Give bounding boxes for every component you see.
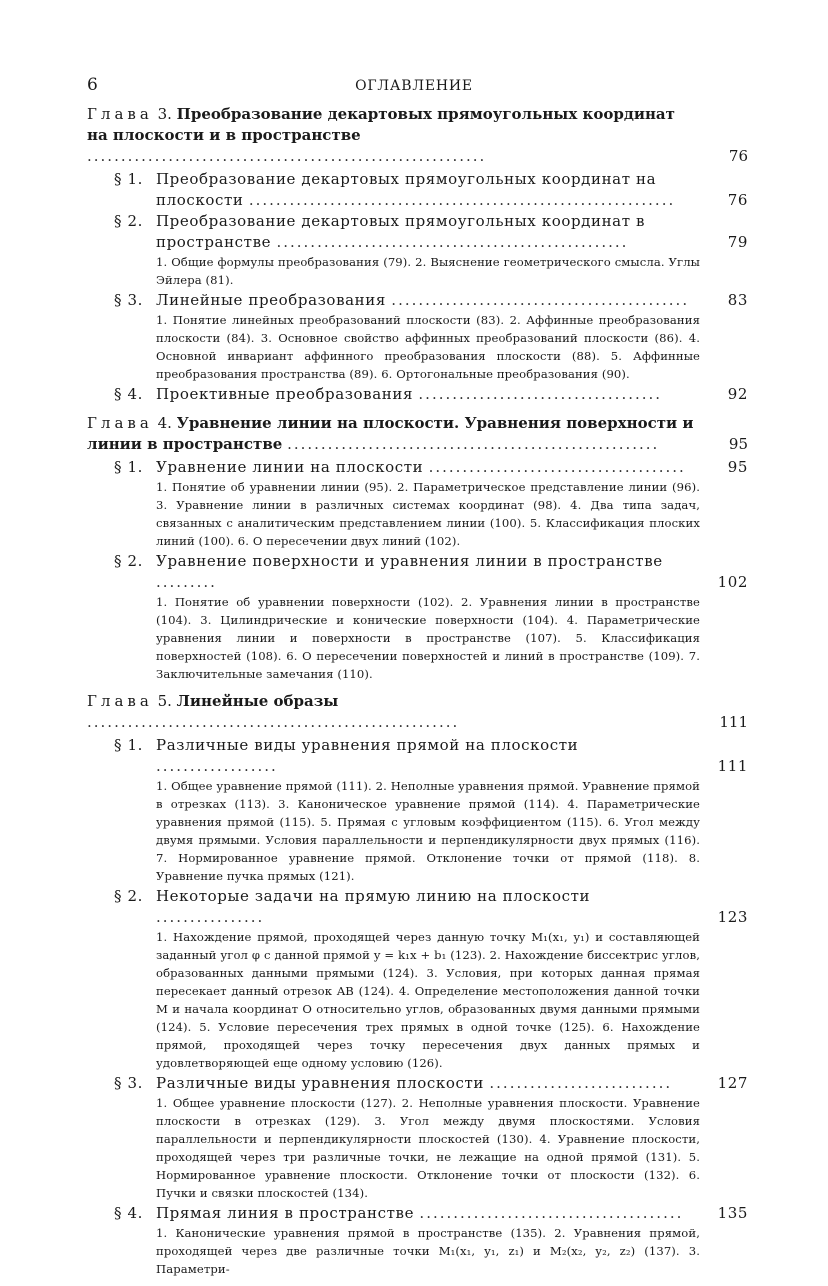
section-entry [114, 1073, 748, 1202]
section-heading[interactable] [114, 886, 748, 928]
leader-dots: ......... [156, 573, 217, 591]
section-title: Различные виды уравнения прямой на плоскости [156, 736, 579, 754]
section-entry [114, 886, 748, 1072]
section-mark: § 1. [114, 170, 143, 188]
chapter-number: 3. [157, 105, 172, 123]
chapter-page: 95 [723, 434, 748, 455]
chapter-3 [87, 104, 748, 405]
chapter-page: 111 [713, 712, 748, 733]
chapter-title: Преобразование декартовых прямоугольных координат на плоскости и в пространстве [87, 105, 675, 144]
section-page: 76 [722, 190, 748, 211]
section-title: Уравнение поверхности и уравнения линии в пространстве [156, 552, 663, 570]
section-entry [114, 169, 748, 211]
section-subtopics: 1. Нахождение прямой, проходящей через данную точку M₁(x₁, y₁) и составляющей заданный угол φ с данной прямой y = k₁x + b₁ (123). 2. Нахождение биссектрис углов, образованных данными прямыми (124). 3. Условия, при которых данная прямая пересекает данный отрезок AB (124). 4. Определение местоположения данной точки M и начала координат O относительно углов, образованных двумя данными прямыми (124). 5. Условие пересечения трех прямых в одной точке (125). 6. Нахождение прямой, проходящей через точку пересечения двух данных прямых и удовлетворяющей еще одному условию (126). [156, 930, 700, 1070]
section-entry [114, 384, 748, 405]
chapter-page: 76 [723, 146, 748, 167]
chapter-title: Уравнение линии на плоскости. Уравнения поверхности и линии в пространстве [87, 414, 694, 453]
table-of-contents [87, 104, 748, 1286]
section-heading[interactable] [114, 211, 748, 253]
section-heading[interactable] [114, 290, 748, 311]
page-number: 6 [87, 75, 98, 95]
leader-dots: ....................................................... [287, 435, 660, 453]
chapter-heading[interactable] [87, 413, 748, 455]
section-mark: § 1. [114, 458, 143, 476]
section-mark: § 4. [114, 385, 143, 403]
section-title: Преобразование декартовых прямоугольных координат в пространстве [156, 212, 646, 251]
section-page: 135 [712, 1203, 748, 1224]
section-entry [114, 290, 748, 383]
section-title: Преобразование декартовых прямоугольных координат на плоскости [156, 170, 657, 209]
leader-dots: .................................................... [276, 233, 629, 251]
section-entry [114, 1203, 748, 1278]
running-title: ОГЛАВЛЕНИЕ [355, 78, 473, 94]
section-title: Некоторые задачи на прямую линию на плоскости [156, 887, 591, 905]
chapter-heading[interactable] [87, 104, 748, 167]
section-mark: § 3. [114, 1074, 143, 1092]
leader-dots: ............................................ [391, 291, 690, 309]
section-subtopics: 1. Общее уравнение прямой (111). 2. Неполные уравнения прямой. Уравнение прямой в отрезках (113). 3. Каноническое уравнение прямой (114). 4. Параметрические уравнения прямой (115). 5. Прямая с угловым коэффициентом (115). 6. Угол между двумя прямыми. Условия параллельности и перпендикулярности двух прямых (116). 7. Нормированное уравнение прямой. Отклонение точки от прямой (118). 8. Уравнение пучка прямых (121). [156, 779, 700, 883]
section-mark: § 2. [114, 212, 143, 230]
section-page: 92 [722, 384, 748, 405]
section-title: Различные виды уравнения плоскости [156, 1074, 485, 1092]
section-page: 102 [712, 572, 748, 593]
section-heading[interactable] [114, 1073, 748, 1094]
chapter-4 [87, 413, 748, 683]
section-mark: § 1. [114, 736, 143, 754]
leader-dots: ....................................................... [87, 713, 460, 731]
section-heading[interactable] [114, 551, 748, 593]
leader-dots: ........................................................... [87, 147, 487, 165]
section-page: 127 [712, 1073, 748, 1094]
section-page: 79 [722, 232, 748, 253]
section-page: 95 [722, 457, 748, 478]
chapter-lead: Глава [87, 414, 153, 432]
section-heading[interactable] [114, 457, 748, 478]
chapter-5 [87, 691, 748, 1278]
leader-dots: ........................... [489, 1074, 673, 1092]
section-title: Линейные преобразования [156, 291, 386, 309]
section-heading[interactable] [114, 384, 748, 405]
section-entry [114, 735, 748, 885]
leader-dots: ...................................... [428, 458, 686, 476]
leader-dots: ....................................... [419, 1204, 684, 1222]
section-subtopics: 1. Понятие линейных преобразований плоскости (83). 2. Аффинные преобразования плоскости (84). 3. Основное свойство аффинных преобразований плоскости (86). 4. Основной инвариант аффинного преобразования плоскости (88). 5. Аффинные преобразования пространства (89). 6. Ортогональные преобразования (90). [156, 313, 700, 381]
section-heading[interactable] [114, 735, 748, 777]
section-entry [114, 551, 748, 683]
chapter-number: 5. [157, 692, 172, 710]
section-page: 83 [722, 290, 748, 311]
chapter-title: Линейные образы [176, 692, 339, 710]
section-heading[interactable] [114, 1203, 748, 1224]
leader-dots: ................ [156, 908, 265, 926]
section-page: 111 [712, 756, 748, 777]
section-mark: § 3. [114, 291, 143, 309]
section-mark: § 2. [114, 552, 143, 570]
section-title: Уравнение линии на плоскости [156, 458, 424, 476]
chapter-lead: Глава [87, 692, 153, 710]
leader-dots: .................................... [418, 385, 663, 403]
section-entry [114, 457, 748, 550]
leader-dots: .................. [156, 757, 278, 775]
section-entry [114, 211, 748, 289]
section-subtopics: 1. Понятие об уравнении поверхности (102). 2. Уравнения линии в пространстве (104). 3. Цилиндрические и конические поверхности (104). 4. Параметрические уравнения линии и поверхности в пространстве (107). 5. Классификация поверхностей (108). 6. О пересечении поверхностей и линий в пространстве (109). 7. Заключительные замечания (110). [156, 595, 700, 681]
chapter-number: 4. [157, 414, 172, 432]
section-subtopics: 1. Общее уравнение плоскости (127). 2. Неполные уравнения плоскости. Уравнение плоскости в отрезках (129). 3. Угол между двумя плоскостями. Условия параллельности и перпендикулярности плоскостей (130). 4. Уравнение плоскости, проходящей через три различные точки, не лежащие на одной прямой (131). 5. Нормированное уравнение плоскости. Отклонение точки от плоскости (132). 6. Пучки и связки плоскостей (134). [156, 1096, 700, 1200]
leader-dots: ............................................................... [248, 191, 676, 209]
section-mark: § 4. [114, 1204, 143, 1222]
section-subtopics: 1. Общие формулы преобразования (79). 2. Выяснение геометрического смысла. Углы Эйлера (81). [156, 255, 700, 287]
chapter-heading[interactable] [87, 691, 748, 733]
section-title: Прямая линия в пространстве [156, 1204, 415, 1222]
section-title: Проективные преобразования [156, 385, 414, 403]
section-subtopics: 1. Понятие об уравнении линии (95). 2. Параметрическое представление линии (96). 3. Уравнение линии в различных системах координат (98). 4. Два типа задач, связанных с аналитическим представлением линии (100). 5. Классификация плоских линий (100). 6. О пересечении двух линий (102). [156, 480, 700, 548]
chapter-lead: Глава [87, 105, 153, 123]
section-page: 123 [712, 907, 748, 928]
section-subtopics: 1. Канонические уравнения прямой в пространстве (135). 2. Уравнения прямой, проходящей через две различные точки M₁(x₁, y₁, z₁) и M₂(x₂, y₂, z₂) (137). 3. Параметри- [156, 1226, 700, 1276]
section-mark: § 2. [114, 887, 143, 905]
section-heading[interactable] [114, 169, 748, 211]
